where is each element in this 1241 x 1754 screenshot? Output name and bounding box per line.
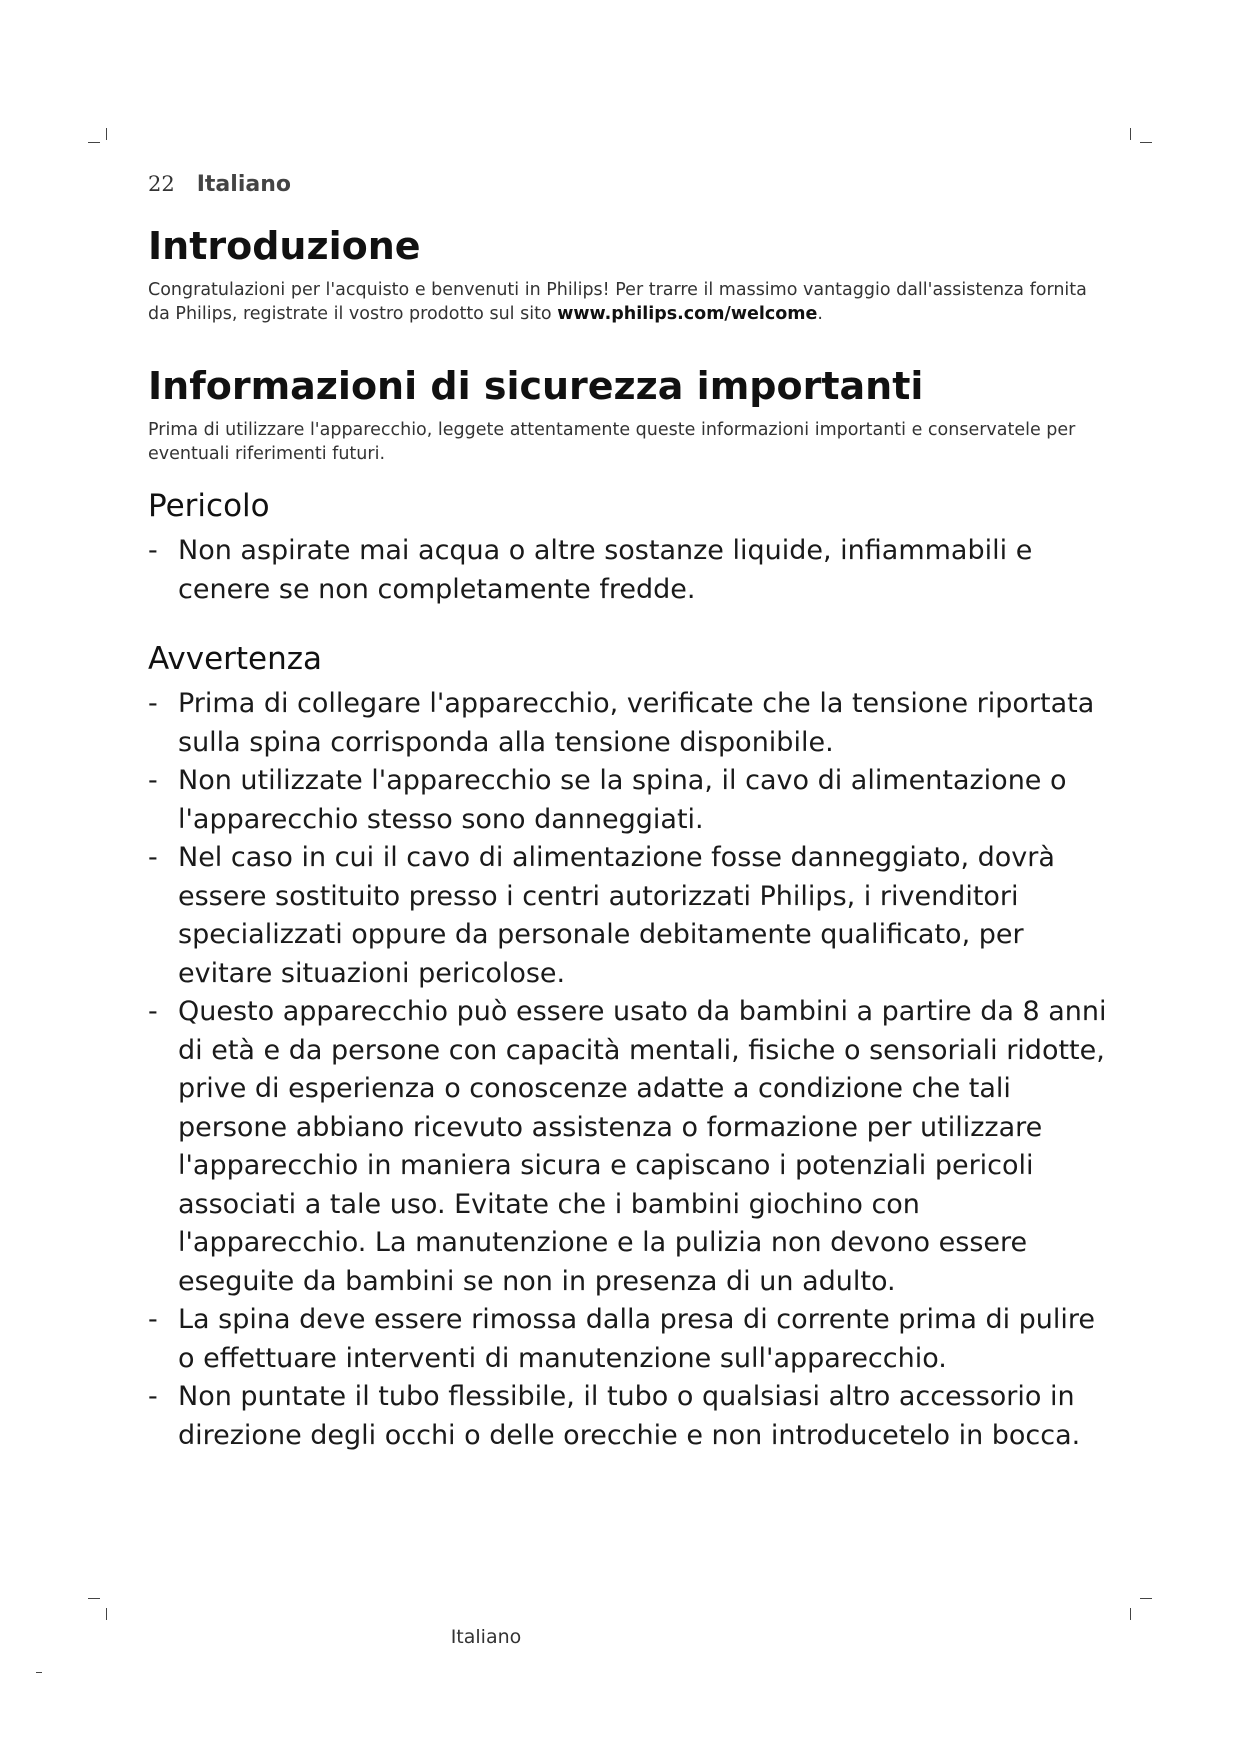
list-item (148, 1301, 1108, 1378)
crop-mark (1130, 128, 1131, 140)
bullet-dash: - (148, 688, 158, 719)
bullet-dash: - (148, 765, 158, 796)
list-item-text: Non puntate il tubo flessibile, il tubo o qualsiasi altro accessorio in direzione degli occhi o delle orecchie e non introducetelo in bocca. (178, 1381, 1081, 1451)
list-item (148, 532, 1108, 609)
list-item-text: Non aspirate mai acqua o altre sostanze liquide, infiammabili e cenere se non completamente fredde. (178, 535, 1033, 605)
crop-mark (88, 1598, 100, 1599)
list-item-text: La spina deve essere rimossa dalla presa di corrente prima di pulire o effettuare interventi di manutenzione sull'apparecchio. (178, 1304, 1096, 1374)
warning-list (148, 685, 1108, 1455)
page-footer: Italiano (450, 1626, 522, 1648)
intro-text-body: Congratulazioni per l'acquisto e benvenuti in Philips! Per trarre il massimo vantaggio dall'assistenza fornita da Philips, registrate il vostro prodotto sul sito (148, 280, 1087, 324)
list-item-text: Non utilizzate l'apparecchio se la spina, il cavo di alimentazione o l'apparecchio stesso sono danneggiati. (178, 765, 1067, 835)
list-item-text: Nel caso in cui il cavo di alimentazione fosse danneggiato, dovrà essere sostituito presso i centri autorizzati Philips, i rivenditori specializzati oppure da personale debitamente qualificato, per evitare situazioni pericolose. (178, 842, 1055, 989)
list-item-text: Questo apparecchio può essere usato da bambini a partire da 8 anni di età e da persone con capacità mentali, fisiche o sensoriali ridotte, prive di esperienza o conoscenze adatte a condizione che tali persone abbiano ricevuto assistenza o formazione per utilizzare l'apparecchio in maniera sicura e capiscano i potenziali pericoli associati a tale uso. Evitate che i bambini giochino con l'apparecchio. La manutenzione e la pulizia non devono essere eseguite da bambini se non in presenza di un adulto. (178, 996, 1107, 1297)
bullet-dash: - (148, 535, 158, 566)
safety-text: Prima di utilizzare l'apparecchio, leggete attentamente queste informazioni importanti e conservatele per eventuali riferimenti futuri. (148, 420, 1076, 464)
crop-mark (1130, 1608, 1131, 1620)
list-item (148, 685, 1108, 762)
warning-title: Avvertenza (148, 641, 323, 677)
safety-title: Informazioni di sicurezza importanti (148, 364, 924, 408)
list-item (148, 993, 1108, 1301)
crop-mark (36, 1672, 42, 1673)
crop-mark (1140, 1598, 1152, 1599)
list-item (148, 839, 1108, 993)
intro-text-end: . (817, 304, 823, 324)
intro-text (148, 278, 1093, 326)
header-language: Italiano (196, 172, 291, 197)
bullet-dash: - (148, 1304, 158, 1335)
list-item (148, 1378, 1108, 1455)
danger-title: Pericolo (148, 488, 270, 524)
list-item (148, 762, 1108, 839)
page-number: 22 (148, 172, 175, 196)
crop-mark (1140, 142, 1152, 143)
crop-mark (88, 142, 100, 143)
danger-list (148, 532, 1108, 609)
crop-mark (106, 128, 107, 140)
page-content (148, 218, 1108, 1455)
bullet-dash: - (148, 842, 158, 873)
bullet-dash: - (148, 996, 158, 1027)
bullet-dash: - (148, 1381, 158, 1412)
list-item-text: Prima di collegare l'apparecchio, verificate che la tensione riportata sulla spina corrisponda alla tensione disponibile. (178, 688, 1095, 758)
welcome-link[interactable]: www.philips.com/welcome (557, 304, 818, 324)
page-header (148, 172, 291, 197)
intro-title: Introduzione (148, 224, 421, 268)
crop-mark (106, 1608, 107, 1620)
